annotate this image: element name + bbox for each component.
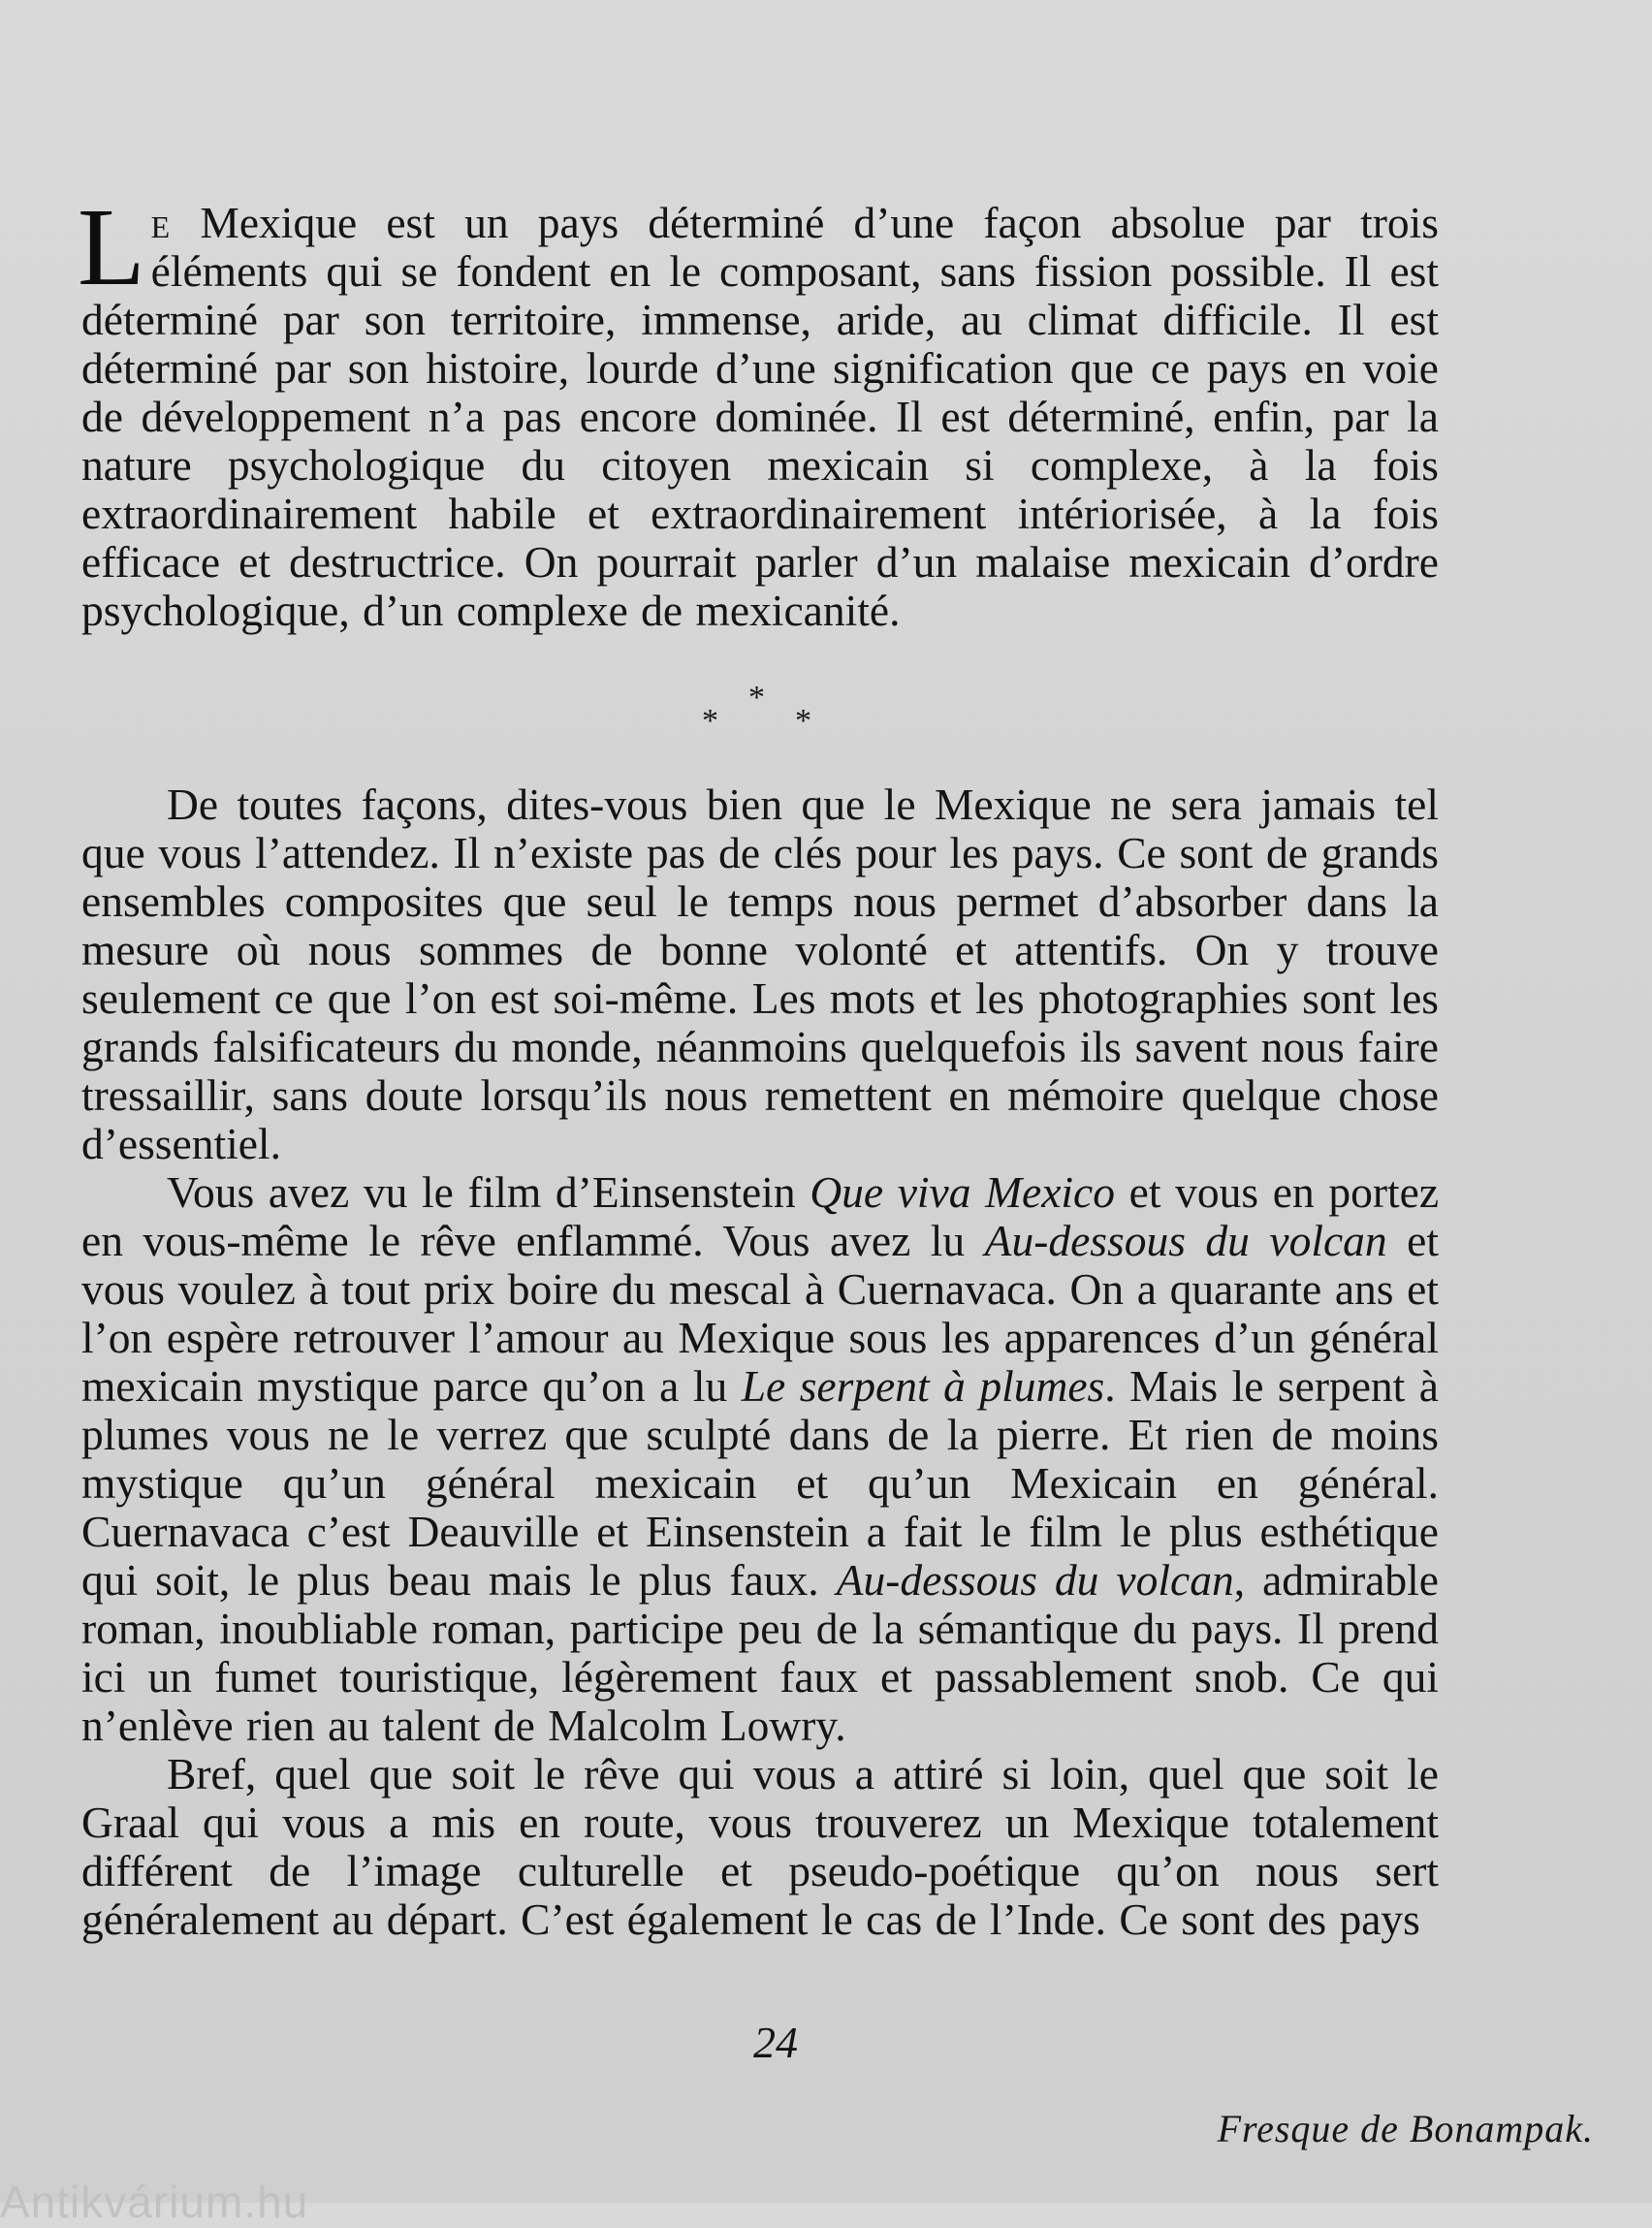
p2-text-b: et vous en portez en vous-même le rêve enflammé. Vous avez lu [81,1167,1440,1265]
section-separator [81,635,1439,780]
book-page-text [78,185,1440,1944]
intro-small-cap: e [150,198,172,247]
image-caption: Fresque de Bonampak. [1217,2107,1594,2150]
p2-text-e: , admirable roman, inoubliable roman, participe peu de la sémantique du pays. Il prend ici un fumet touristique, légèrement faux et passablement snob. Ce qui n’enlève rien au talent de Malcolm Lowry. [81,1555,1440,1750]
p2-text-a: Vous avez vu le film d’Einsenstein [167,1167,810,1217]
book-title-le-serpent-a-plumes: Le serpent à plumes [741,1361,1105,1411]
separator-star-left: * [702,703,718,739]
book-title-au-dessous-du-volcan-2: Au-dessous du volcan [836,1555,1234,1605]
separator-star-top: * [748,680,765,716]
body-paragraph-1: De toutes façons, dites-vous bien que le Mexique ne sera jamais tel que vous l’attendez. Il n’existe pas de clés pour les pays. Ce sont de grands ensembles composites que seul le temps nous permet d’absorber dans la mesure où nous sommes de bonne volonté et attentifs. On y trouve seulement ce que l’on est soi-même. Les mots et les photographies sont les grands falsificateurs du monde, néanmoins quelquefois ils savent nous faire tressaillir, sans doute lorsqu’ils nous remettent en mémoire quelque chose d’essentiel. [81,780,1439,1168]
p2-text-c: et vous voulez à tout prix boire du mescal à Cuernavaca. On a quarante ans et l’on espère retrouver l’amour au Mexique sous les apparences d’un général mexicain mystique parce qu’on a lu [81,1216,1440,1411]
intro-text: Mexique est un pays déterminé d’une façon absolue par trois éléments qui se fondent en le composant, sans fission possible. Il est déterminé par son territoire, immense, aride, au climat difficile. Il est déterminé par son histoire, lourde d’une signification que ce pays en voie de développement n’a pas encore dominée. Il est déterminé, enfin, par la nature psychologique du citoyen mexicain si complexe, à la fois extraordinairement habile et extraordinairement intériorisée, à la fois efficace et destructrice. On pourrait parler d’un malaise mexicain d’ordre psychologique, d’un complexe de mexicanité. [81,198,1439,635]
watermark-text: Antikvárium.hu [0,2177,309,2227]
body-paragraph-2 [81,1168,1439,1750]
separator-star-right: * [795,703,811,739]
book-title-au-dessous-du-volcan: Au-dessous du volcan [984,1216,1387,1265]
intro-paragraph [78,185,1439,635]
body-paragraph-3: Bref, quel que soit le rêve qui vous a attiré si loin, quel que soit le Graal qui vous a mis en route, vous trouverez un Mexique totalement différent de l’image culturelle et pseudo-poétique qu’on nous sert généralement au départ. C’est également le cas de l’Inde. Ce sont des pays [81,1749,1439,1944]
film-title-que-viva-mexico: Que viva Mexico [810,1167,1116,1217]
p2-text-d: . Mais le serpent à plumes vous ne le verrez que sculpté dans de la pierre. Et rien de moins mystique qu’un général mexicain et qu’un Mexicain en général. Cuernavaca c’est Deauville et Einsenstein a fait le film le plus esthétique qui soit, le plus beau mais le plus faux. [81,1361,1439,1605]
page-number: 24 [753,2018,798,2067]
drop-cap-letter: L [78,185,145,308]
